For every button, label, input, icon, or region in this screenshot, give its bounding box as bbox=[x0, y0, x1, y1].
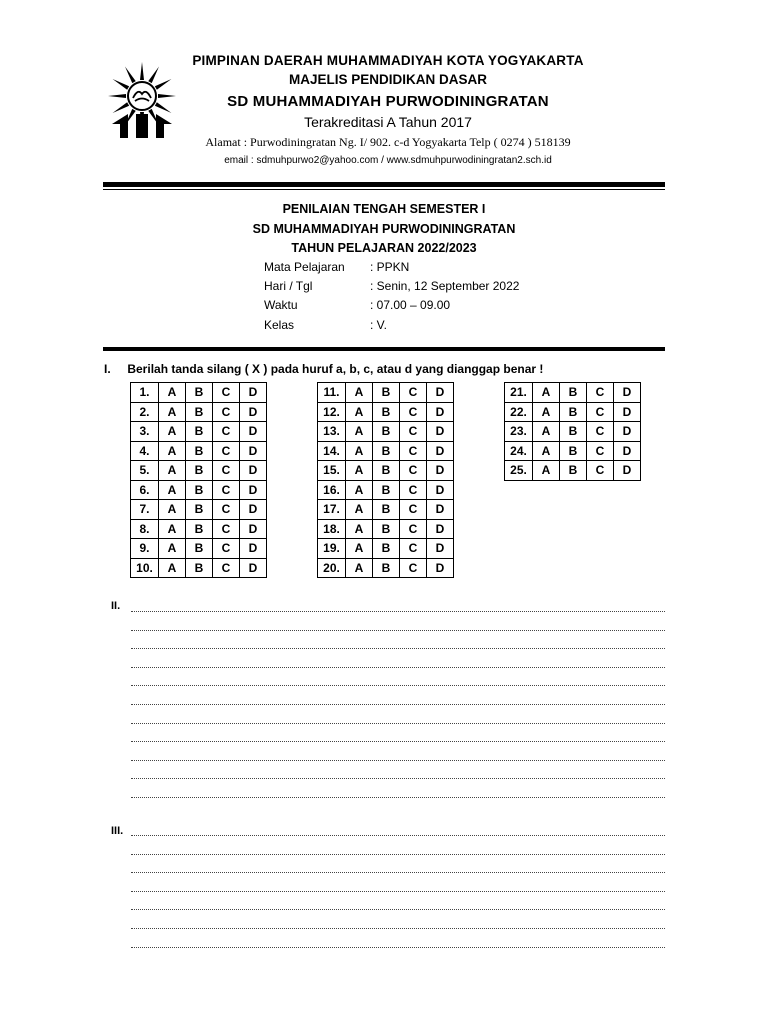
option-a-cell[interactable]: A bbox=[159, 383, 186, 403]
question-number: 12. bbox=[318, 402, 346, 422]
answer-line[interactable] bbox=[131, 778, 665, 779]
option-a-cell[interactable]: A bbox=[346, 383, 373, 403]
option-b-cell[interactable]: B bbox=[186, 558, 213, 578]
school-contact: email : sdmuhpurwo2@yahoo.com / www.sdmuhpurwodiningratan2.sch.id bbox=[224, 155, 552, 166]
question-number: 3. bbox=[131, 422, 159, 442]
option-c-cell[interactable]: C bbox=[587, 383, 614, 403]
section2-number: II. bbox=[111, 600, 121, 612]
answer-row bbox=[131, 461, 267, 481]
answer-line[interactable] bbox=[131, 704, 665, 705]
option-d-cell[interactable]: D bbox=[614, 461, 641, 481]
option-a-cell[interactable]: A bbox=[346, 500, 373, 520]
option-a-cell[interactable]: A bbox=[346, 519, 373, 539]
answer-line[interactable] bbox=[131, 872, 665, 873]
option-a-cell[interactable]: A bbox=[346, 461, 373, 481]
answer-row bbox=[318, 402, 454, 422]
question-number: 20. bbox=[318, 558, 346, 578]
option-b-cell[interactable]: B bbox=[186, 422, 213, 442]
question-number: 10. bbox=[131, 558, 159, 578]
option-b-cell[interactable]: B bbox=[186, 461, 213, 481]
question-number: 1. bbox=[131, 383, 159, 403]
option-c-cell[interactable]: C bbox=[400, 539, 427, 559]
option-d-cell[interactable]: D bbox=[240, 402, 267, 422]
option-d-cell[interactable]: D bbox=[427, 441, 454, 461]
school-name: SD MUHAMMADIYAH PURWODININGRATAN bbox=[227, 93, 549, 110]
option-c-cell[interactable]: C bbox=[400, 422, 427, 442]
answer-row bbox=[131, 441, 267, 461]
option-b-cell[interactable]: B bbox=[560, 402, 587, 422]
answer-row bbox=[131, 422, 267, 442]
question-number: 9. bbox=[131, 539, 159, 559]
option-d-cell[interactable]: D bbox=[240, 500, 267, 520]
answer-line[interactable] bbox=[131, 630, 665, 631]
section3-number: III. bbox=[111, 825, 124, 837]
answer-row bbox=[131, 402, 267, 422]
option-b-cell[interactable]: B bbox=[186, 383, 213, 403]
section1-number: I. bbox=[104, 362, 111, 376]
option-a-cell[interactable]: A bbox=[533, 461, 560, 481]
question-number: 19. bbox=[318, 539, 346, 559]
question-number: 2. bbox=[131, 402, 159, 422]
info-value: : 07.00 – 09.00 bbox=[370, 298, 451, 312]
answer-line[interactable] bbox=[131, 891, 665, 892]
option-a-cell[interactable]: A bbox=[159, 480, 186, 500]
answer-line[interactable] bbox=[131, 947, 665, 948]
option-c-cell[interactable]: C bbox=[213, 539, 240, 559]
option-b-cell[interactable]: B bbox=[186, 441, 213, 461]
option-a-cell[interactable]: A bbox=[533, 402, 560, 422]
exam-year: TAHUN PELAJARAN 2022/2023 bbox=[291, 241, 477, 255]
answer-row bbox=[505, 441, 641, 461]
question-number: 8. bbox=[131, 519, 159, 539]
option-d-cell[interactable]: D bbox=[240, 558, 267, 578]
option-b-cell[interactable]: B bbox=[186, 539, 213, 559]
option-a-cell[interactable]: A bbox=[159, 500, 186, 520]
option-c-cell[interactable]: C bbox=[213, 402, 240, 422]
answer-line[interactable] bbox=[131, 909, 665, 910]
option-c-cell[interactable]: C bbox=[213, 441, 240, 461]
question-number: 17. bbox=[318, 500, 346, 520]
answer-line[interactable] bbox=[131, 667, 665, 668]
option-d-cell[interactable]: D bbox=[427, 558, 454, 578]
question-number: 21. bbox=[505, 383, 533, 403]
question-number: 15. bbox=[318, 461, 346, 481]
option-d-cell[interactable]: D bbox=[240, 480, 267, 500]
info-label: Mata Pelajaran bbox=[264, 260, 345, 274]
answer-row bbox=[131, 383, 267, 403]
option-b-cell[interactable]: B bbox=[560, 461, 587, 481]
answer-line[interactable] bbox=[131, 760, 665, 761]
option-c-cell[interactable]: C bbox=[400, 558, 427, 578]
answer-row bbox=[131, 519, 267, 539]
option-d-cell[interactable]: D bbox=[427, 383, 454, 403]
option-b-cell[interactable]: B bbox=[186, 500, 213, 520]
option-b-cell[interactable]: B bbox=[373, 441, 400, 461]
option-a-cell[interactable]: A bbox=[346, 539, 373, 559]
option-a-cell[interactable]: A bbox=[159, 519, 186, 539]
question-number: 6. bbox=[131, 480, 159, 500]
option-c-cell[interactable]: C bbox=[400, 480, 427, 500]
option-b-cell[interactable]: B bbox=[373, 422, 400, 442]
answer-line[interactable] bbox=[131, 611, 665, 612]
answer-row bbox=[318, 480, 454, 500]
answer-row bbox=[505, 402, 641, 422]
option-c-cell[interactable]: C bbox=[400, 461, 427, 481]
option-d-cell[interactable]: D bbox=[427, 422, 454, 442]
answer-row bbox=[318, 461, 454, 481]
option-a-cell[interactable]: A bbox=[533, 441, 560, 461]
option-c-cell[interactable]: C bbox=[587, 441, 614, 461]
option-c-cell[interactable]: C bbox=[400, 402, 427, 422]
answer-row bbox=[318, 500, 454, 520]
option-a-cell[interactable]: A bbox=[346, 422, 373, 442]
answer-line[interactable] bbox=[131, 854, 665, 855]
exam-school: SD MUHAMMADIYAH PURWODININGRATAN bbox=[252, 222, 516, 236]
option-b-cell[interactable]: B bbox=[373, 558, 400, 578]
section1-text: Berilah tanda silang ( X ) pada huruf a, b, c, atau d yang dianggap benar ! bbox=[127, 362, 544, 376]
answer-row bbox=[318, 383, 454, 403]
option-d-cell[interactable]: D bbox=[427, 500, 454, 520]
section1-instruction bbox=[104, 362, 543, 376]
option-a-cell[interactable]: A bbox=[533, 422, 560, 442]
question-number: 14. bbox=[318, 441, 346, 461]
option-b-cell[interactable]: B bbox=[186, 402, 213, 422]
option-c-cell[interactable]: C bbox=[587, 402, 614, 422]
answer-line[interactable] bbox=[131, 685, 665, 686]
option-d-cell[interactable]: D bbox=[614, 441, 641, 461]
info-label: Waktu bbox=[264, 298, 298, 312]
info-label: Kelas bbox=[264, 318, 295, 332]
answer-row bbox=[318, 441, 454, 461]
option-b-cell[interactable]: B bbox=[373, 383, 400, 403]
option-d-cell[interactable]: D bbox=[427, 461, 454, 481]
option-d-cell[interactable]: D bbox=[240, 461, 267, 481]
question-number: 13. bbox=[318, 422, 346, 442]
option-d-cell[interactable]: D bbox=[240, 441, 267, 461]
option-b-cell[interactable]: B bbox=[373, 480, 400, 500]
option-b-cell[interactable]: B bbox=[560, 422, 587, 442]
question-number: 18. bbox=[318, 519, 346, 539]
option-b-cell[interactable]: B bbox=[560, 383, 587, 403]
option-d-cell[interactable]: D bbox=[427, 480, 454, 500]
answer-row bbox=[131, 500, 267, 520]
question-number: 4. bbox=[131, 441, 159, 461]
info-value: : Senin, 12 September 2022 bbox=[370, 279, 520, 293]
option-b-cell[interactable]: B bbox=[560, 441, 587, 461]
option-c-cell[interactable]: C bbox=[400, 500, 427, 520]
answer-table-3 bbox=[504, 382, 641, 481]
option-d-cell[interactable]: D bbox=[240, 383, 267, 403]
answer-row bbox=[131, 558, 267, 578]
answer-row bbox=[318, 422, 454, 442]
answer-table-1 bbox=[130, 382, 267, 578]
option-d-cell[interactable]: D bbox=[427, 402, 454, 422]
answer-line[interactable] bbox=[131, 835, 665, 836]
answer-row bbox=[505, 461, 641, 481]
option-a-cell[interactable]: A bbox=[346, 441, 373, 461]
answer-line[interactable] bbox=[131, 723, 665, 724]
info-value: : PPKN bbox=[370, 260, 410, 274]
option-c-cell[interactable]: C bbox=[400, 519, 427, 539]
question-number: 11. bbox=[318, 383, 346, 403]
option-d-cell[interactable]: D bbox=[614, 422, 641, 442]
option-b-cell[interactable]: B bbox=[373, 402, 400, 422]
option-b-cell[interactable]: B bbox=[373, 500, 400, 520]
option-a-cell[interactable]: A bbox=[533, 383, 560, 403]
answer-table-2 bbox=[317, 382, 454, 578]
muhammadiyah-logo bbox=[106, 58, 178, 142]
option-b-cell[interactable]: B bbox=[186, 519, 213, 539]
option-c-cell[interactable]: C bbox=[400, 383, 427, 403]
option-d-cell[interactable]: D bbox=[614, 383, 641, 403]
answer-row bbox=[318, 539, 454, 559]
option-c-cell[interactable]: C bbox=[213, 461, 240, 481]
option-d-cell[interactable]: D bbox=[614, 402, 641, 422]
option-c-cell[interactable]: C bbox=[213, 480, 240, 500]
header-divider-thin bbox=[103, 189, 665, 190]
option-d-cell[interactable]: D bbox=[427, 519, 454, 539]
header-line1: PIMPINAN DAERAH MUHAMMADIYAH KOTA YOGYAKARTA bbox=[192, 53, 584, 68]
option-a-cell[interactable]: A bbox=[159, 558, 186, 578]
answer-row bbox=[318, 519, 454, 539]
answer-line[interactable] bbox=[131, 797, 665, 798]
option-c-cell[interactable]: C bbox=[213, 558, 240, 578]
accreditation: Terakreditasi A Tahun 2017 bbox=[304, 114, 472, 130]
option-c-cell[interactable]: C bbox=[213, 500, 240, 520]
question-number: 7. bbox=[131, 500, 159, 520]
header-divider bbox=[103, 182, 665, 187]
option-c-cell[interactable]: C bbox=[587, 461, 614, 481]
option-c-cell[interactable]: C bbox=[213, 519, 240, 539]
option-c-cell[interactable]: C bbox=[587, 422, 614, 442]
school-address: Alamat : Purwodiningratan Ng. I/ 902. c-d Yogyakarta Telp ( 0274 ) 518139 bbox=[205, 135, 571, 149]
option-d-cell[interactable]: D bbox=[240, 422, 267, 442]
header-line2: MAJELIS PENDIDIKAN DASAR bbox=[288, 72, 488, 87]
question-number: 16. bbox=[318, 480, 346, 500]
option-a-cell[interactable]: A bbox=[346, 558, 373, 578]
question-number: 22. bbox=[505, 402, 533, 422]
section-divider bbox=[103, 347, 665, 351]
question-number: 24. bbox=[505, 441, 533, 461]
option-c-cell[interactable]: C bbox=[213, 383, 240, 403]
answer-row bbox=[131, 539, 267, 559]
answer-line[interactable] bbox=[131, 648, 665, 649]
option-b-cell[interactable]: B bbox=[373, 461, 400, 481]
exam-title: PENILAIAN TENGAH SEMESTER I bbox=[282, 202, 486, 216]
option-b-cell[interactable]: B bbox=[186, 480, 213, 500]
option-a-cell[interactable]: A bbox=[159, 461, 186, 481]
option-a-cell[interactable]: A bbox=[346, 402, 373, 422]
option-a-cell[interactable]: A bbox=[159, 539, 186, 559]
option-c-cell[interactable]: C bbox=[400, 441, 427, 461]
option-b-cell[interactable]: B bbox=[373, 519, 400, 539]
answer-row bbox=[131, 480, 267, 500]
option-a-cell[interactable]: A bbox=[159, 422, 186, 442]
answer-row bbox=[505, 422, 641, 442]
question-number: 25. bbox=[505, 461, 533, 481]
option-a-cell[interactable]: A bbox=[159, 441, 186, 461]
answer-row bbox=[505, 383, 641, 403]
option-d-cell[interactable]: D bbox=[240, 519, 267, 539]
option-a-cell[interactable]: A bbox=[159, 402, 186, 422]
info-value: : V. bbox=[370, 318, 387, 332]
option-b-cell[interactable]: B bbox=[373, 539, 400, 559]
answer-line[interactable] bbox=[131, 928, 665, 929]
answer-line[interactable] bbox=[131, 741, 665, 742]
option-d-cell[interactable]: D bbox=[240, 539, 267, 559]
question-number: 5. bbox=[131, 461, 159, 481]
option-d-cell[interactable]: D bbox=[427, 539, 454, 559]
option-c-cell[interactable]: C bbox=[213, 422, 240, 442]
option-a-cell[interactable]: A bbox=[346, 480, 373, 500]
info-label: Hari / Tgl bbox=[264, 279, 313, 293]
question-number: 23. bbox=[505, 422, 533, 442]
answer-row bbox=[318, 558, 454, 578]
